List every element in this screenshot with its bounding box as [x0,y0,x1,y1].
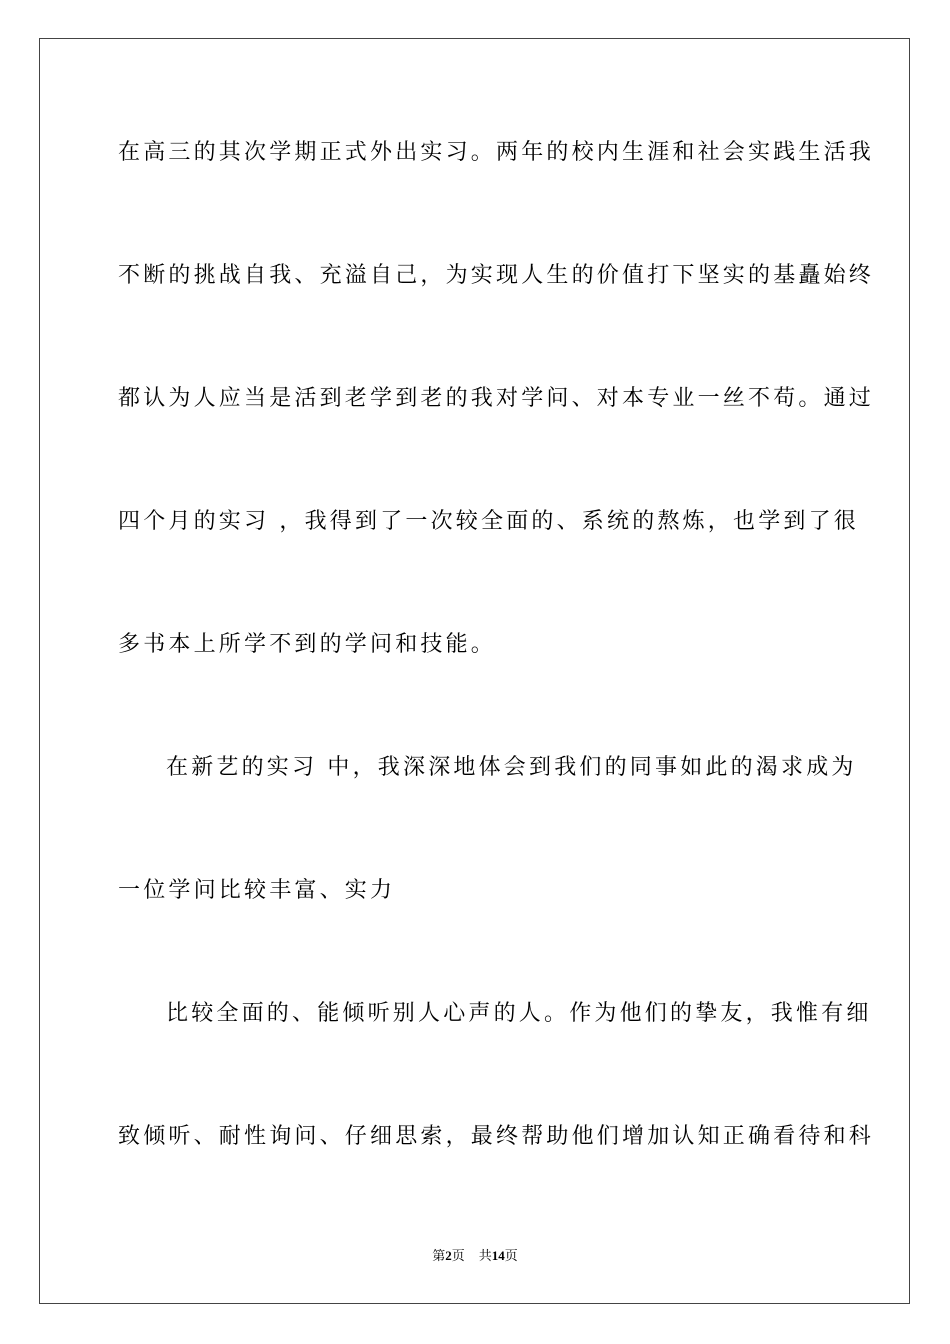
page-footer [0,1248,950,1264]
total-suffix: 页 [504,1248,518,1263]
paragraph-line: 都认为人应当是活到老学到老的我对学问、对本专业一丝不苟。通过 [118,386,875,411]
paragraph-line: 不断的挑战自我、充溢自己，为实现人生的价值打下坚实的基矗始终 [118,263,875,288]
paragraph-line: 在新艺的实习 中，我深深地体会到我们的同事如此的渴求成为 [166,755,857,780]
paragraph-line: 四个月的实习 ，我得到了一次较全面的、系统的熬炼，也学到了很 [118,509,859,534]
paragraph-line: 一位学问比较丰富、实力 [118,878,396,903]
page-suffix: 页 [451,1248,465,1263]
paragraph-line: 在高三的其次学期正式外出实习。两年的校内生涯和社会实践生活我 [118,140,875,165]
page-number: 2 [445,1248,452,1263]
paragraph-line: 多书本上所学不到的学问和技能。 [118,632,497,657]
page-border [39,38,910,1304]
total-prefix: 共 [478,1248,492,1263]
page-prefix: 第 [432,1248,446,1263]
paragraph-line: 比较全面的、能倾听别人心声的人。作为他们的挚友，我惟有细 [166,1001,872,1026]
paragraph-line: 致倾听、耐性询问、仔细思索，最终帮助他们增加认知正确看待和科 [118,1124,875,1149]
total-pages: 14 [491,1248,505,1263]
